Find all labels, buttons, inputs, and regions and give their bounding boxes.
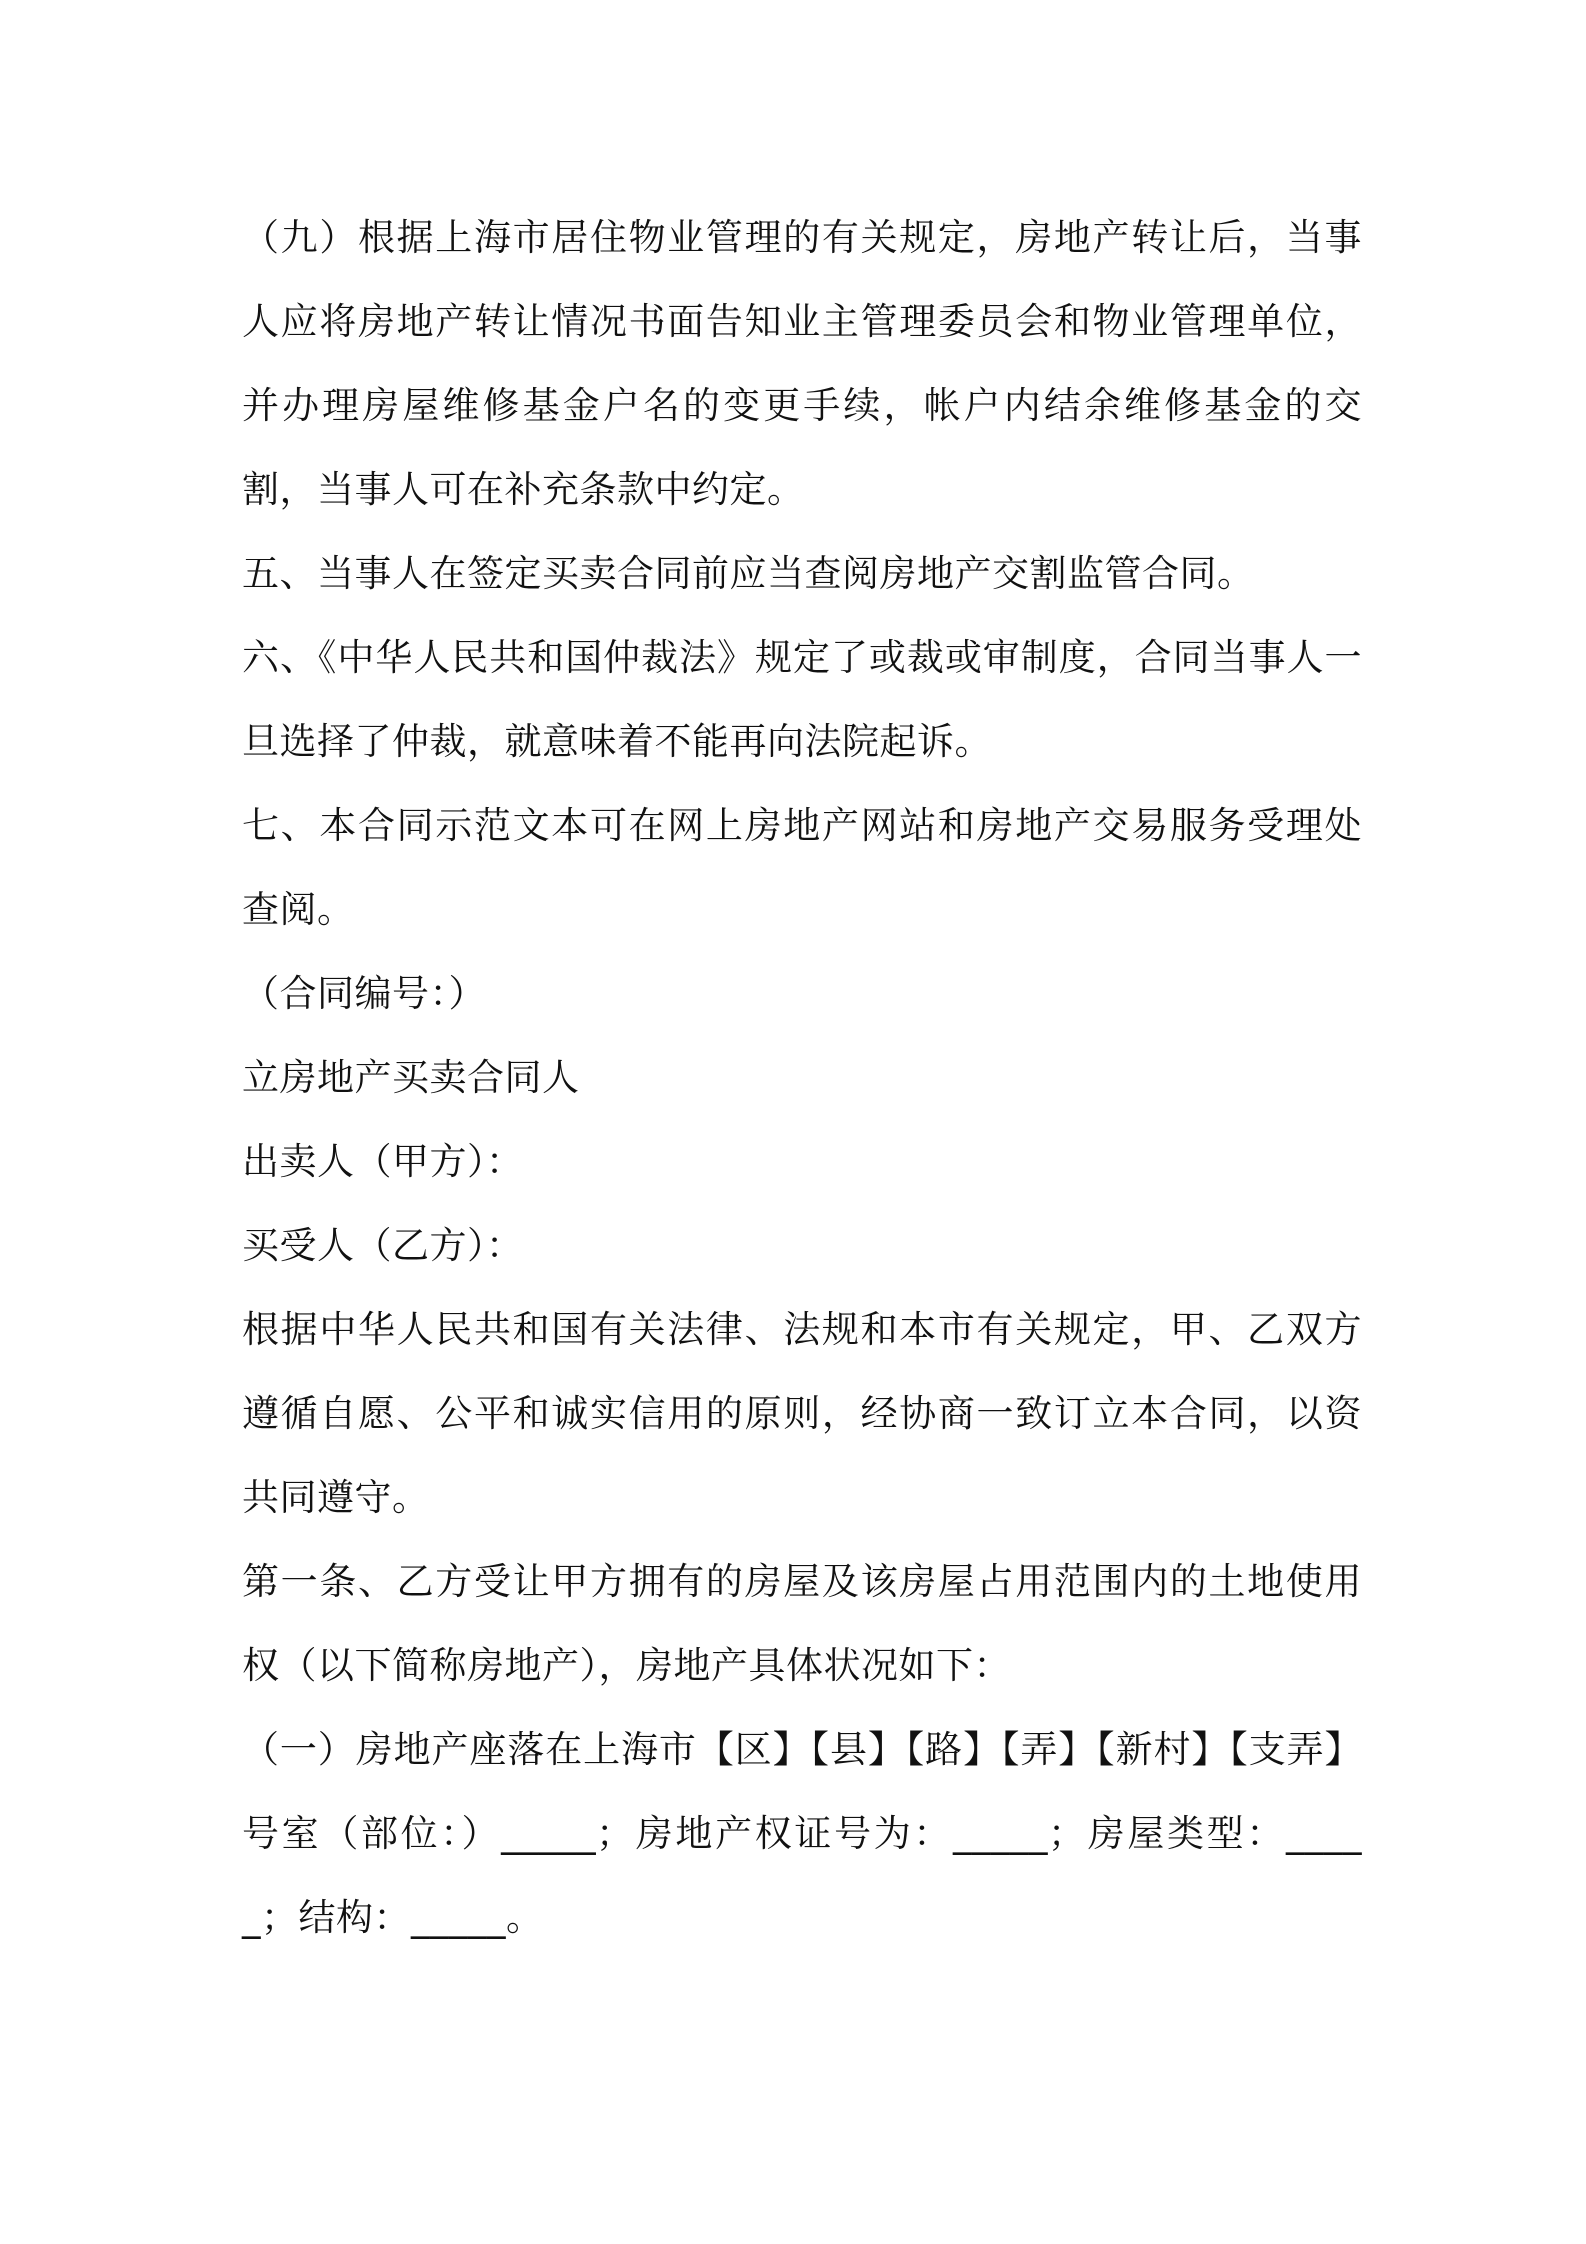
contract-number: （合同编号：） bbox=[242, 972, 486, 1015]
preamble-paragraph: 根据中华人民共和国有关法律、法规和本市有关规定，甲、乙双方遵循自愿、公平和诚实信用的原则，经协商一致订立本合同，以资共同遵守。 bbox=[242, 1308, 1362, 1519]
contract-parties-heading: 立房地产买卖合同人 bbox=[242, 1056, 580, 1099]
buyer-line: 买受人（乙方）： bbox=[242, 1224, 524, 1267]
paragraph-item-7: 七、本合同示范文本可在网上房地产网站和房地产交易服务受理处查阅。 bbox=[242, 804, 1362, 931]
seller-line: 出卖人（甲方）： bbox=[242, 1140, 524, 1183]
paragraph-item-5: 五、当事人在签定买卖合同前应当查阅房地产交割监管合同。 bbox=[242, 552, 1255, 595]
document-body bbox=[242, 196, 1362, 1960]
paragraph-item-6: 六、《中华人民共和国仲裁法》规定了或裁或审制度，合同当事人一旦选择了仲裁，就意味着不能再向法院起诉。 bbox=[242, 636, 1362, 763]
paragraph-clause-9: （九）根据上海市居住物业管理的有关规定，房地产转让后，当事人应将房地产转让情况书面告知业主管理委员会和物业管理单位，并办理房屋维修基金户名的变更手续，帐户内结余维修基金的交割，当事人可在补充条款中约定。 bbox=[242, 216, 1362, 511]
article-1: 第一条、乙方受让甲方拥有的房屋及该房屋占用范围内的土地使用权（以下简称房地产），房地产具体状况如下： bbox=[242, 1560, 1362, 1687]
article-1-item-1: （一）房地产座落在上海市【区】【县】【路】【弄】【新村】【支弄】号室（部位：）_____；房地产权证号为：_____；房屋类型：_____；结构：_____。 bbox=[242, 1728, 1362, 1939]
